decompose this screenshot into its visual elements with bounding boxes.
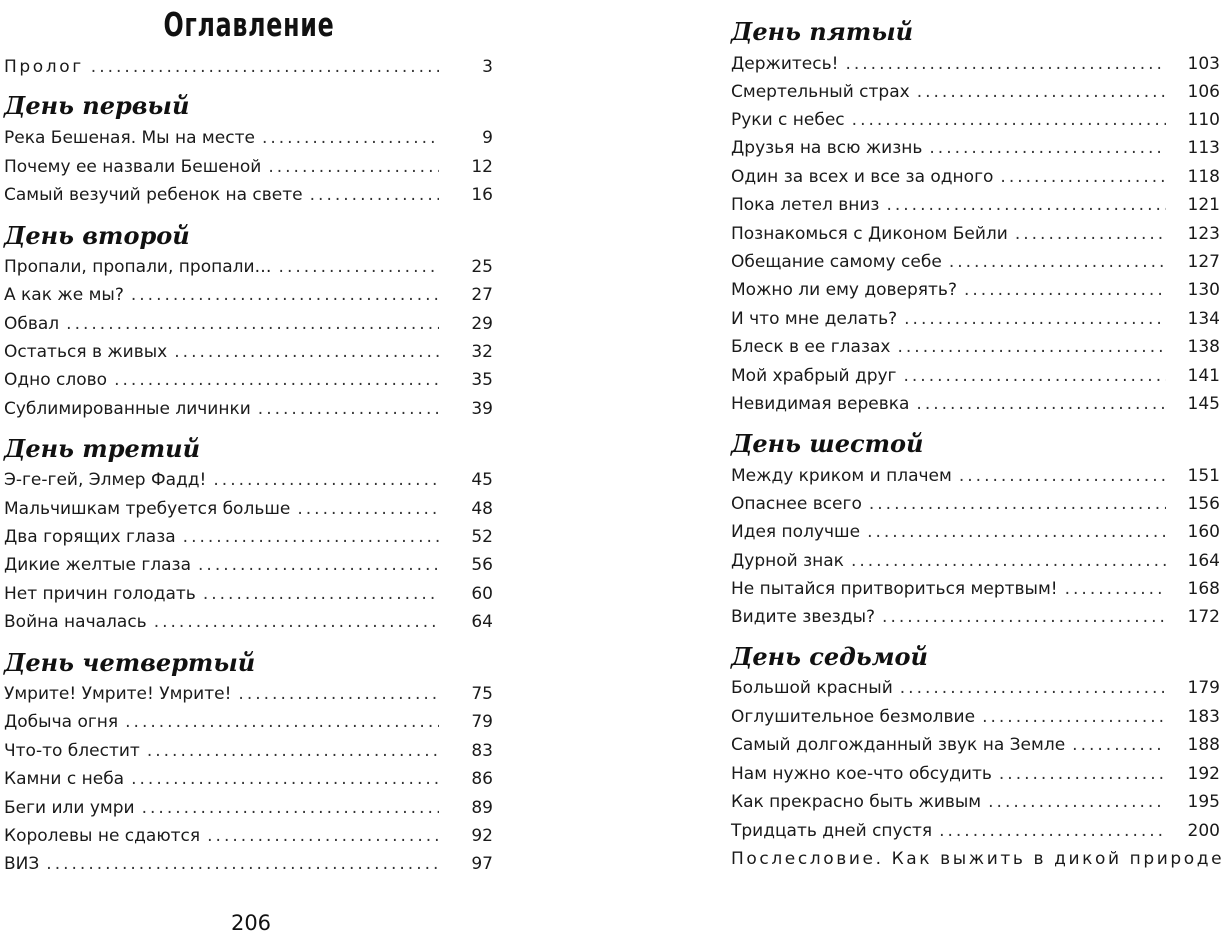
toc-entry-title: Держитесь!	[731, 54, 839, 74]
toc-entry-title: Послесловие. Как выжить в дикой природе	[731, 849, 1225, 869]
section-heading: День седьмой	[731, 642, 928, 671]
toc-entry-page: 25	[471, 257, 493, 277]
dot-leader	[268, 153, 439, 181]
toc-entry[interactable]	[731, 333, 1220, 361]
toc-entry-title: ВИЗ	[4, 854, 40, 874]
dot-leader	[203, 580, 439, 608]
toc-entry[interactable]	[4, 822, 493, 850]
dot-leader	[845, 50, 1166, 78]
toc-entry[interactable]	[731, 390, 1220, 418]
toc-entry[interactable]	[731, 220, 1220, 248]
toc-entry[interactable]	[4, 680, 493, 708]
dot-leader	[964, 276, 1166, 304]
toc-entry-title: Можно ли ему доверять?	[731, 280, 957, 300]
toc-entry-page: 97	[471, 854, 493, 874]
toc-entry-title: Самый долгожданный звук на Земле	[731, 735, 1066, 755]
toc-entry[interactable]	[731, 50, 1220, 78]
toc-entry-page: 127	[1187, 252, 1220, 272]
dot-leader	[999, 760, 1166, 788]
toc-entry[interactable]	[731, 703, 1220, 731]
dot-leader	[238, 680, 439, 708]
dot-leader	[213, 466, 439, 494]
dot-leader	[131, 765, 439, 793]
dot-leader	[959, 462, 1166, 490]
toc-entry-page: 123	[1187, 224, 1220, 244]
toc-entry[interactable]	[731, 276, 1220, 304]
dot-leader	[91, 53, 439, 81]
dot-leader	[46, 850, 439, 878]
toc-entry[interactable]	[731, 78, 1220, 106]
dot-leader	[904, 305, 1166, 333]
toc-entry-page: 172	[1187, 607, 1220, 627]
section-heading: День пятый	[731, 17, 914, 46]
dot-leader	[279, 253, 439, 281]
toc-entry[interactable]	[731, 760, 1220, 788]
dot-leader	[929, 134, 1166, 162]
dot-leader	[917, 78, 1166, 106]
dot-leader	[851, 547, 1166, 575]
toc-entry[interactable]	[731, 547, 1220, 575]
toc-entry-page: 86	[471, 769, 493, 789]
toc-entry[interactable]	[731, 305, 1220, 333]
dot-leader	[869, 490, 1166, 518]
toc-entry-title: Дурной знак	[731, 551, 844, 571]
toc-entry-title: Блеск в ее глазах	[731, 337, 891, 357]
toc-entry-page: 103	[1187, 54, 1220, 74]
toc-entry-title: Война началась	[4, 612, 147, 632]
toc-entry[interactable]	[731, 674, 1220, 702]
dot-leader	[982, 703, 1166, 731]
toc-entry[interactable]	[4, 708, 493, 736]
toc-entry-title: Добыча огня	[4, 712, 119, 732]
toc-entry-title: Нам нужно кое-что обсудить	[731, 764, 992, 784]
dot-leader	[886, 191, 1166, 219]
toc-entry[interactable]	[4, 338, 493, 366]
toc-entry-page: 39	[471, 399, 493, 419]
toc-entry[interactable]	[731, 248, 1220, 276]
toc-entry[interactable]	[4, 737, 493, 765]
toc-entry-page: 35	[471, 370, 493, 390]
toc-entry[interactable]	[4, 551, 493, 579]
toc-entry-page: 3	[482, 57, 493, 77]
toc-entry[interactable]	[4, 495, 493, 523]
toc-entry-page: 12	[471, 157, 493, 177]
toc-entry-title: Камни с неба	[4, 769, 125, 789]
toc-entry-page: 92	[471, 826, 493, 846]
dot-leader	[183, 523, 439, 551]
toc-entry-title: Мальчишкам требуется больше	[4, 499, 291, 519]
toc-entry-page: 164	[1187, 551, 1220, 571]
toc-entry-title: Сублимированные личинки	[4, 399, 251, 419]
toc-entry[interactable]	[4, 580, 493, 608]
toc-entry[interactable]	[4, 366, 493, 394]
toc-entry-title: Опаснее всего	[731, 494, 862, 514]
section-heading: День четвертый	[4, 648, 256, 677]
page-title: Оглавление	[163, 5, 335, 44]
toc-entry[interactable]	[4, 794, 493, 822]
section-heading: День первый	[4, 91, 190, 120]
toc-entry[interactable]	[731, 845, 1225, 873]
toc-entry[interactable]	[4, 253, 493, 281]
toc-entry-page: 192	[1187, 764, 1220, 784]
toc-entry-page: 138	[1187, 337, 1220, 357]
toc-entry[interactable]	[4, 466, 493, 494]
dot-leader	[262, 124, 439, 152]
toc-entry-page: 60	[471, 584, 493, 604]
toc-entry-page: 168	[1187, 579, 1220, 599]
dot-leader	[900, 674, 1166, 702]
toc-entry-page: 156	[1187, 494, 1220, 514]
toc-entry-title: Одно слово	[4, 370, 108, 390]
toc-entry-page: 130	[1187, 280, 1220, 300]
toc-entry-page: 118	[1187, 167, 1220, 187]
toc-entry-title: Королевы не сдаются	[4, 826, 201, 846]
dot-leader	[154, 608, 439, 636]
toc-entry[interactable]	[731, 788, 1220, 816]
toc-entry-page: 56	[471, 555, 493, 575]
toc-entry-title: Река Бешеная. Мы на месте	[4, 128, 255, 148]
toc-entry-title: Тридцать дней спустя	[731, 821, 933, 841]
dot-leader	[988, 788, 1166, 816]
section-heading: День третий	[4, 434, 201, 463]
toc-entry-title: Почему ее назвали Бешеной	[4, 157, 262, 177]
dot-leader	[867, 518, 1166, 546]
toc-entry-page: 188	[1187, 735, 1220, 755]
dot-leader	[174, 338, 439, 366]
dot-leader	[916, 390, 1166, 418]
toc-entry-title: Видите звезды?	[731, 607, 876, 627]
toc-entry-title: Дикие желтые глаза	[4, 555, 192, 575]
dot-leader	[131, 281, 439, 309]
toc-entry-title: Обвал	[4, 314, 60, 334]
toc-entry-page: 134	[1187, 309, 1220, 329]
toc-entry[interactable]	[4, 281, 493, 309]
toc-entry-page: 200	[1187, 821, 1220, 841]
toc-entry-title: Остаться в живых	[4, 342, 168, 362]
toc-entry-title: Что-то блестит	[4, 741, 140, 761]
toc-entry-page: 79	[471, 712, 493, 732]
dot-leader	[258, 395, 439, 423]
toc-entry[interactable]	[4, 608, 493, 636]
toc-entry[interactable]	[731, 362, 1220, 390]
toc-entry-title: Не пытайся притвориться мертвым!	[731, 579, 1058, 599]
toc-entry[interactable]	[731, 817, 1220, 845]
toc-entry-page: 64	[471, 612, 493, 632]
section-heading: День шестой	[731, 429, 924, 458]
toc-entry-page: 29	[471, 314, 493, 334]
toc-entry-title: Один за всех и все за одного	[731, 167, 994, 187]
toc-entry-title: Мой храбрый друг	[731, 366, 897, 386]
toc-entry[interactable]	[4, 850, 493, 878]
toc-entry[interactable]	[4, 153, 493, 181]
dot-leader	[852, 106, 1166, 134]
dot-leader	[882, 603, 1166, 631]
toc-entry-page: 145	[1187, 394, 1220, 414]
toc-entry-title: Пока летел вниз	[731, 195, 880, 215]
toc-entry-title: Пролог	[4, 57, 84, 77]
toc-entry-title: Умрите! Умрите! Умрите!	[4, 684, 232, 704]
toc-entry[interactable]	[731, 191, 1220, 219]
toc-entry-title: Беги или умри	[4, 798, 135, 818]
toc-entry-title: Оглушительное безмолвие	[731, 707, 976, 727]
toc-entry[interactable]	[731, 134, 1220, 162]
dot-leader	[66, 310, 439, 338]
dot-leader	[147, 737, 439, 765]
toc-entry-title: Как прекрасно быть живым	[731, 792, 982, 812]
dot-leader	[207, 822, 439, 850]
toc-entry[interactable]	[731, 106, 1220, 134]
toc-entry[interactable]	[731, 731, 1220, 759]
dot-leader	[897, 333, 1166, 361]
toc-entry[interactable]	[731, 462, 1220, 490]
toc-entry[interactable]	[4, 395, 493, 423]
toc-entry-title: Большой красный	[731, 678, 893, 698]
toc-entry[interactable]	[4, 181, 493, 209]
toc-entry-title: А как же мы?	[4, 285, 124, 305]
toc-entry-page: 32	[471, 342, 493, 362]
toc-entry[interactable]	[4, 310, 493, 338]
toc-entry-title: Обещание самому себе	[731, 252, 942, 272]
toc-entry-page: 110	[1187, 110, 1220, 130]
toc-entry-title: Смертельный страх	[731, 82, 910, 102]
toc-entry-page: 52	[471, 527, 493, 547]
toc-entry-title: Нет причин голодать	[4, 584, 196, 604]
toc-entry-title: Пропали, пропали, пропали…	[4, 257, 272, 277]
toc-entry[interactable]	[4, 765, 493, 793]
toc-entry-page: 45	[471, 470, 493, 490]
toc-entry-page: 113	[1187, 138, 1220, 158]
dot-leader	[1072, 731, 1166, 759]
toc-entry-page: 121	[1187, 195, 1220, 215]
dot-leader	[903, 362, 1166, 390]
dot-leader	[949, 248, 1166, 276]
dot-leader	[297, 495, 439, 523]
toc-entry[interactable]	[731, 518, 1220, 546]
dot-leader	[1065, 575, 1166, 603]
toc-entry-page: 48	[471, 499, 493, 519]
toc-entry-title: Самый везучий ребенок на свете	[4, 185, 303, 205]
toc-entry-page: 9	[482, 128, 493, 148]
dot-leader	[114, 366, 439, 394]
toc-entry-title: Между криком и плачем	[731, 466, 952, 486]
toc-entry-page: 141	[1187, 366, 1220, 386]
section-heading: День второй	[4, 221, 190, 250]
dot-leader	[310, 181, 439, 209]
toc-entry-page: 151	[1187, 466, 1220, 486]
toc-entry[interactable]	[731, 490, 1220, 518]
dot-leader	[1015, 220, 1166, 248]
toc-entry[interactable]	[731, 575, 1220, 603]
toc-entry[interactable]	[4, 124, 493, 152]
toc-entry-page: 83	[471, 741, 493, 761]
toc-entry-title: Руки с небес	[731, 110, 845, 130]
page-number: 206	[230, 911, 272, 935]
toc-entry-title: Идея получше	[731, 522, 861, 542]
toc-entry-page: 160	[1187, 522, 1220, 542]
dot-leader	[125, 708, 439, 736]
dot-leader	[142, 794, 439, 822]
toc-entry-page: 179	[1187, 678, 1220, 698]
toc-entry-title: Познакомься с Диконом Бейли	[731, 224, 1008, 244]
dot-leader	[198, 551, 439, 579]
toc-entry-page: 27	[471, 285, 493, 305]
toc-entry-title: Э-ге-гей, Элмер Фадд!	[4, 470, 207, 490]
toc-entry-title: Невидимая веревка	[731, 394, 910, 414]
toc-entry-page: 16	[471, 185, 493, 205]
toc-entry[interactable]	[4, 523, 493, 551]
toc-entry-page: 183	[1187, 707, 1220, 727]
toc-entry[interactable]	[731, 163, 1220, 191]
toc-entry[interactable]	[4, 53, 493, 81]
toc-entry-page: 106	[1187, 82, 1220, 102]
toc-entry-title: Друзья на всю жизнь	[731, 138, 923, 158]
toc-entry-page: 75	[471, 684, 493, 704]
toc-entry[interactable]	[731, 603, 1220, 631]
dot-leader	[1000, 163, 1166, 191]
toc-entry-title: И что мне делать?	[731, 309, 898, 329]
toc-entry-page: 89	[471, 798, 493, 818]
toc-entry-title: Два горящих глаза	[4, 527, 176, 547]
dot-leader	[939, 817, 1166, 845]
toc-entry-page: 195	[1187, 792, 1220, 812]
